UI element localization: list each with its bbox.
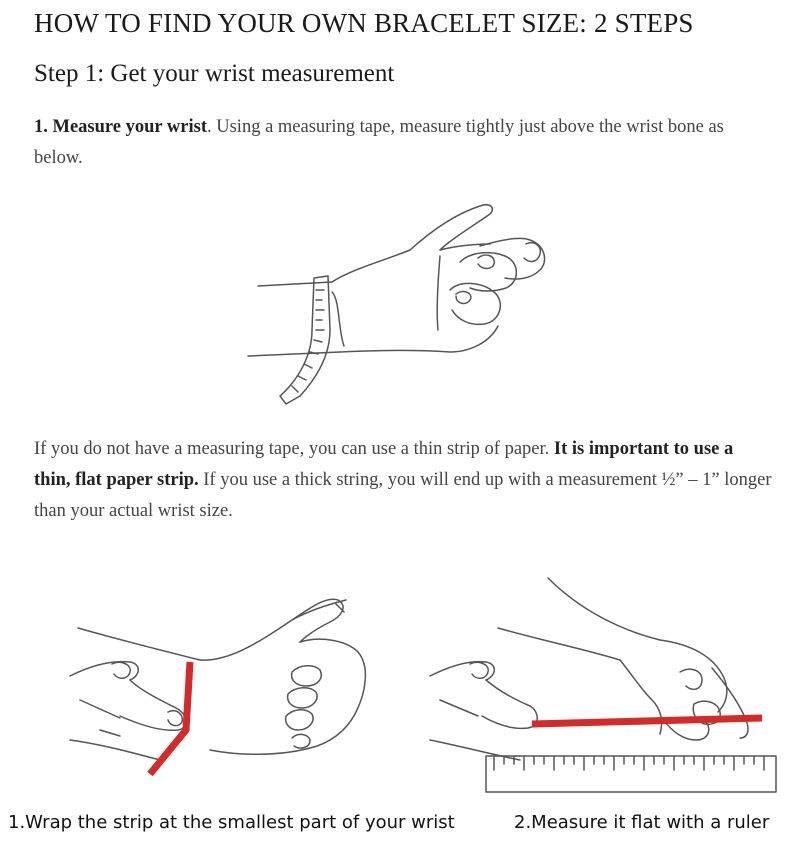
page-title: HOW TO FIND YOUR OWN BRACELET SIZE: 2 STEPS <box>34 8 694 38</box>
caption-measure-flat: 2.Measure it flat with a ruler <box>514 812 770 833</box>
measure-text: . Using a measuring tape, measure tightly just above the wrist bone as below. <box>34 117 724 168</box>
paper-strip-instructions <box>34 434 774 527</box>
paper-strip-text-1: If you do not have a measuring tape, you can use a thin strip of paper. <box>34 439 554 459</box>
measure-instructions <box>34 112 774 174</box>
paper-strip-bold-text: It is important to use a thin, flat paper strip. <box>34 439 734 490</box>
step-heading: Step 1: Get your wrist measurement <box>34 60 395 87</box>
paper-strip-text-2: If you use a thick string, you will end up with a measurement ½” – 1” longer than your actual wrist size. <box>34 470 772 521</box>
measure-bold-text: 1. Measure your wrist <box>34 117 207 137</box>
caption-wrap-strip: 1.Wrap the strip at the smallest part of your wrist <box>8 812 455 833</box>
